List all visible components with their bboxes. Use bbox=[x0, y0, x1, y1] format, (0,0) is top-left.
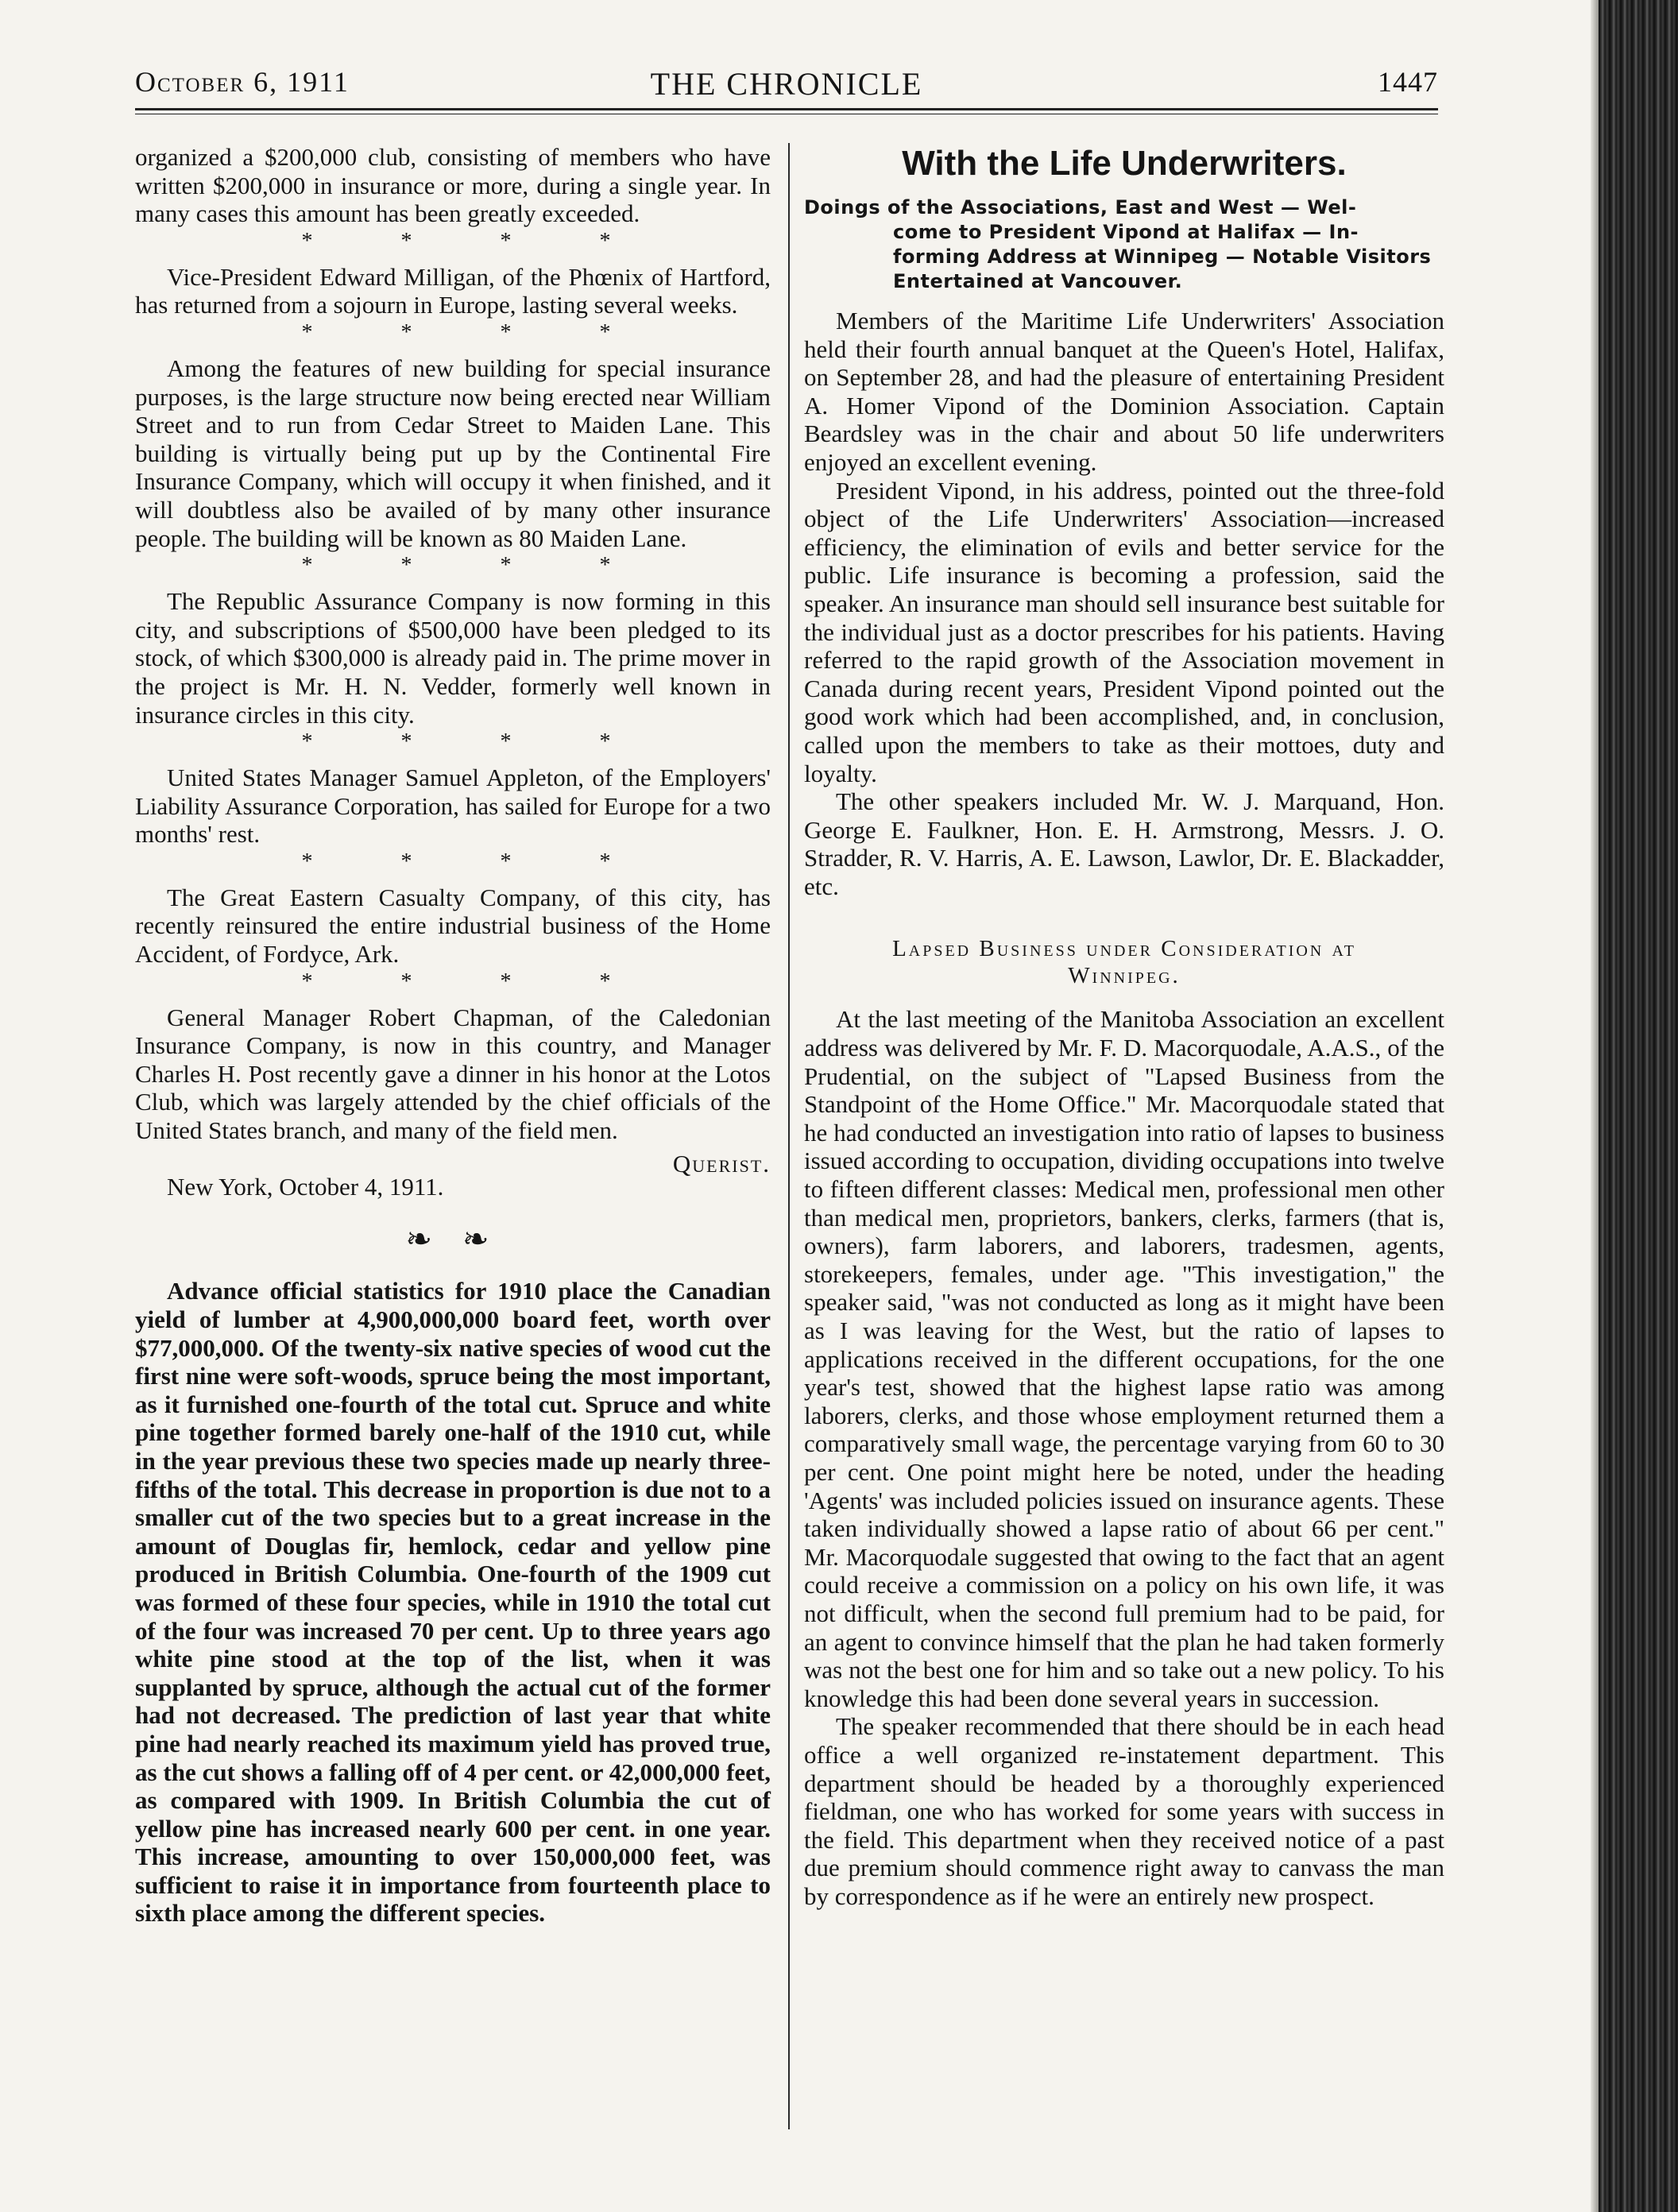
article-headline: With the Life Underwriters. bbox=[902, 144, 1347, 183]
right-paragraph-5: The speaker recommended that there should be in each head office a well organized re-instatement department. This department should be headed by a thoroughly experienced fieldman, one who has worked for some years with success in the field. This department when they received notice of a past due premium should commence right away to canvass the man by correspondence as if he were an entirely new prospect. bbox=[804, 1712, 1444, 1910]
page-number: 1447 bbox=[1378, 66, 1438, 98]
right-paragraph-3: The other speakers included Mr. W. J. Marquand, Hon. George E. Faulkner, Hon. E. H. Armstrong, Messrs. J. O. Stradder, R. V. Harris, A. E. Lawson, Lawlor, Dr. E. Blackadder, etc. bbox=[804, 787, 1444, 900]
left-paragraph-3: Among the features of new building for special insurance purposes, is the large structure now being erected near William Street and to run from Cedar Street to Maiden Lane. This building is virtually being put up by the Continental Fire Insurance Company, which will occupy it when finished, and it will doubtless also be availed of by many other insurance people. The building will be known as 80 Maiden Lane. bbox=[135, 354, 771, 552]
right-paragraph-2: President Vipond, in his address, pointed out the three-fold object of the Life Underwriters' Association—increased efficiency, the elimination of evils and better service for the public. Life insurance is becoming a profession, said the speaker. An insurance man should sell insurance best suitable for the individual just as a doctor prescribes for his patients. Having referred to the rapid growth of the Association movement in Canada during recent years, President Vipond pointed out the good work which had been accomplished, and, in conclusion, called upon the members to take as their mottoes, duty and loyalty. bbox=[804, 476, 1444, 787]
lumber-statistics-paragraph: Advance official statistics for 1910 place the Canadian yield of lumber at 4,900,000,000 board feet, worth over $77,000,000. Of the twenty-six native species of wood cut the first nine were soft-woods, spruce being the most important, as it furnished one-fourth of the total cut. Spruce and white pine together formed barely one-half of the 1910 cut, while in the year previous these two species made up nearly three-fifths of the total. This decrease in proportion is due not to a smaller cut of the two species but to a great increase in the amount of Douglas fir, hemlock, cedar and yellow pine produced in British Columbia. One-fourth of the 1909 cut was formed of these four species, while in 1910 the total cut of the four was increased 70 per cent. Up to three years ago white pine stood at the top of the list, when it was supplanted by spruce, although the actual cut of the former had not decreased. The prediction of last year that white pine had nearly reached its maximum yield has proved true, as the cut shows a falling off of 4 per cent. or 42,000,000 feet, as compared with 1909. In British Columbia the cut of yellow pine has increased nearly 600 per cent. in one year. This increase, amounting to over 150,000,000 feet, was sufficient to raise it in importance from fourteenth place to sixth place among the different species. bbox=[135, 1277, 771, 1928]
left-paragraph-1: organized a $200,000 club, consisting of members who have written $200,000 in insurance or more, during a single year. In many cases this amount has been greatly exceeded. bbox=[135, 143, 771, 228]
book-binding bbox=[1599, 0, 1678, 2212]
deck-line-1: Doings of the Associations, East and West — Wel- bbox=[804, 196, 1357, 218]
page-edge-shadow bbox=[1591, 0, 1599, 2212]
column-divider bbox=[788, 143, 790, 2129]
header-date: October 6, 1911 bbox=[135, 66, 350, 98]
separator-stars: * * * * bbox=[301, 849, 652, 874]
right-paragraph-4: At the last meeting of the Manitoba Association an excellent address was delivered by Mr. F. D. Macorquodale, A.A.S., of the Prudential, on the subject of "Lapsed Business from the Standpoint of the Home Office." Mr. Macorquodale stated that he had conducted an investigation into ratio of lapses to business issued according to occupation, dividing occupations into twelve to fifteen different classes: Medical men, professional men other than medical men, proprietors, bankers, clerks, farmers (that is, owners), farm laborers, and laborers, tradesmen, agents, storekeepers, females, under age. "This investigation," the speaker said, "was not conducted as long as it might have been as I was leaving for the West, but the ratio of lapses to applications received in the different occupations, for the one year's test, showed that the highest lapse ratio was among laborers, clerks, and those whose employment returned them a comparatively small wage, the percentage varying from 60 to 30 per cent. One point might here be noted, under the heading 'Agents' was included policies issued on insurance agents. These taken individually showed a lapse ratio of about 66 per cent." Mr. Macorquodale suggested that owing to the fact that an agent could receive a commission on a policy on his own life, it was not difficult, when the second full premium had to be paid, for an agent to convince himself that the plan he had taken formerly was not the best one for him and so take out a new policy. To his knowledge this had been done several years in succession. bbox=[804, 1005, 1444, 1712]
separator-stars: * * * * bbox=[301, 319, 652, 345]
dateline: New York, October 4, 1911. bbox=[167, 1173, 444, 1201]
left-paragraph-5: United States Manager Samuel Appleton, of the Employers' Liability Assurance Corporation, has sailed for Europe for a two months' rest. bbox=[135, 764, 771, 849]
right-paragraph-1: Members of the Maritime Life Underwriters' Association held their fourth annual banquet at the Queen's Hotel, Halifax, on September 28, and had the pleasure of entertaining President A. Homer Vipond of the Dominion Association. Captain Beardsley was in the chair and about 50 life underwriters enjoyed an excellent evening. bbox=[804, 307, 1444, 476]
separator-stars: * * * * bbox=[301, 228, 652, 253]
left-column bbox=[135, 143, 771, 1928]
separator-stars: * * * * bbox=[301, 553, 652, 578]
section-subhead: Lapsed Business under Consideration at Winnipeg. bbox=[892, 936, 1356, 989]
left-paragraph-6: The Great Eastern Casualty Company, of this city, has recently reinsured the entire industrial business of the Home Accident, of Fordyce, Ark. bbox=[135, 883, 771, 969]
correspondent-signature: Querist. bbox=[672, 1149, 771, 1178]
page-header bbox=[135, 65, 1438, 113]
deck-line-2: come to President Vipond at Halifax — In- bbox=[893, 221, 1359, 243]
publication-title: THE CHRONICLE bbox=[650, 66, 923, 102]
right-column bbox=[804, 143, 1444, 1910]
article-deck bbox=[804, 195, 1444, 294]
left-paragraph-4: The Republic Assurance Company is now forming in this city, and subscriptions of $500,000 have been pledged to its stock, of which $300,000 is already paid in. The prime mover in the project is Mr. H. N. Vedder, formerly well known in insurance circles in this city. bbox=[135, 587, 771, 729]
deck-line-4: Entertained at Vancouver. bbox=[893, 270, 1183, 292]
deck-line-3: forming Address at Winnipeg — Notable Visitors bbox=[893, 246, 1432, 268]
left-paragraph-7: General Manager Robert Chapman, of the Caledonian Insurance Company, is now in this country, and Manager Charles H. Post recently gave a dinner in his honor at the Lotos Club, which was largely attended by the chief officials of the United States branch, and many of the field men. bbox=[135, 1003, 771, 1145]
separator-stars: * * * * bbox=[301, 969, 652, 994]
left-paragraph-2: Vice-President Edward Milligan, of the Phœnix of Hartford, has returned from a sojourn in Europe, lasting several weeks. bbox=[135, 262, 771, 319]
separator-stars: * * * * bbox=[301, 729, 652, 755]
header-rule bbox=[135, 108, 1438, 114]
fleuron-ornament: ❧ ❧ bbox=[405, 1220, 501, 1257]
